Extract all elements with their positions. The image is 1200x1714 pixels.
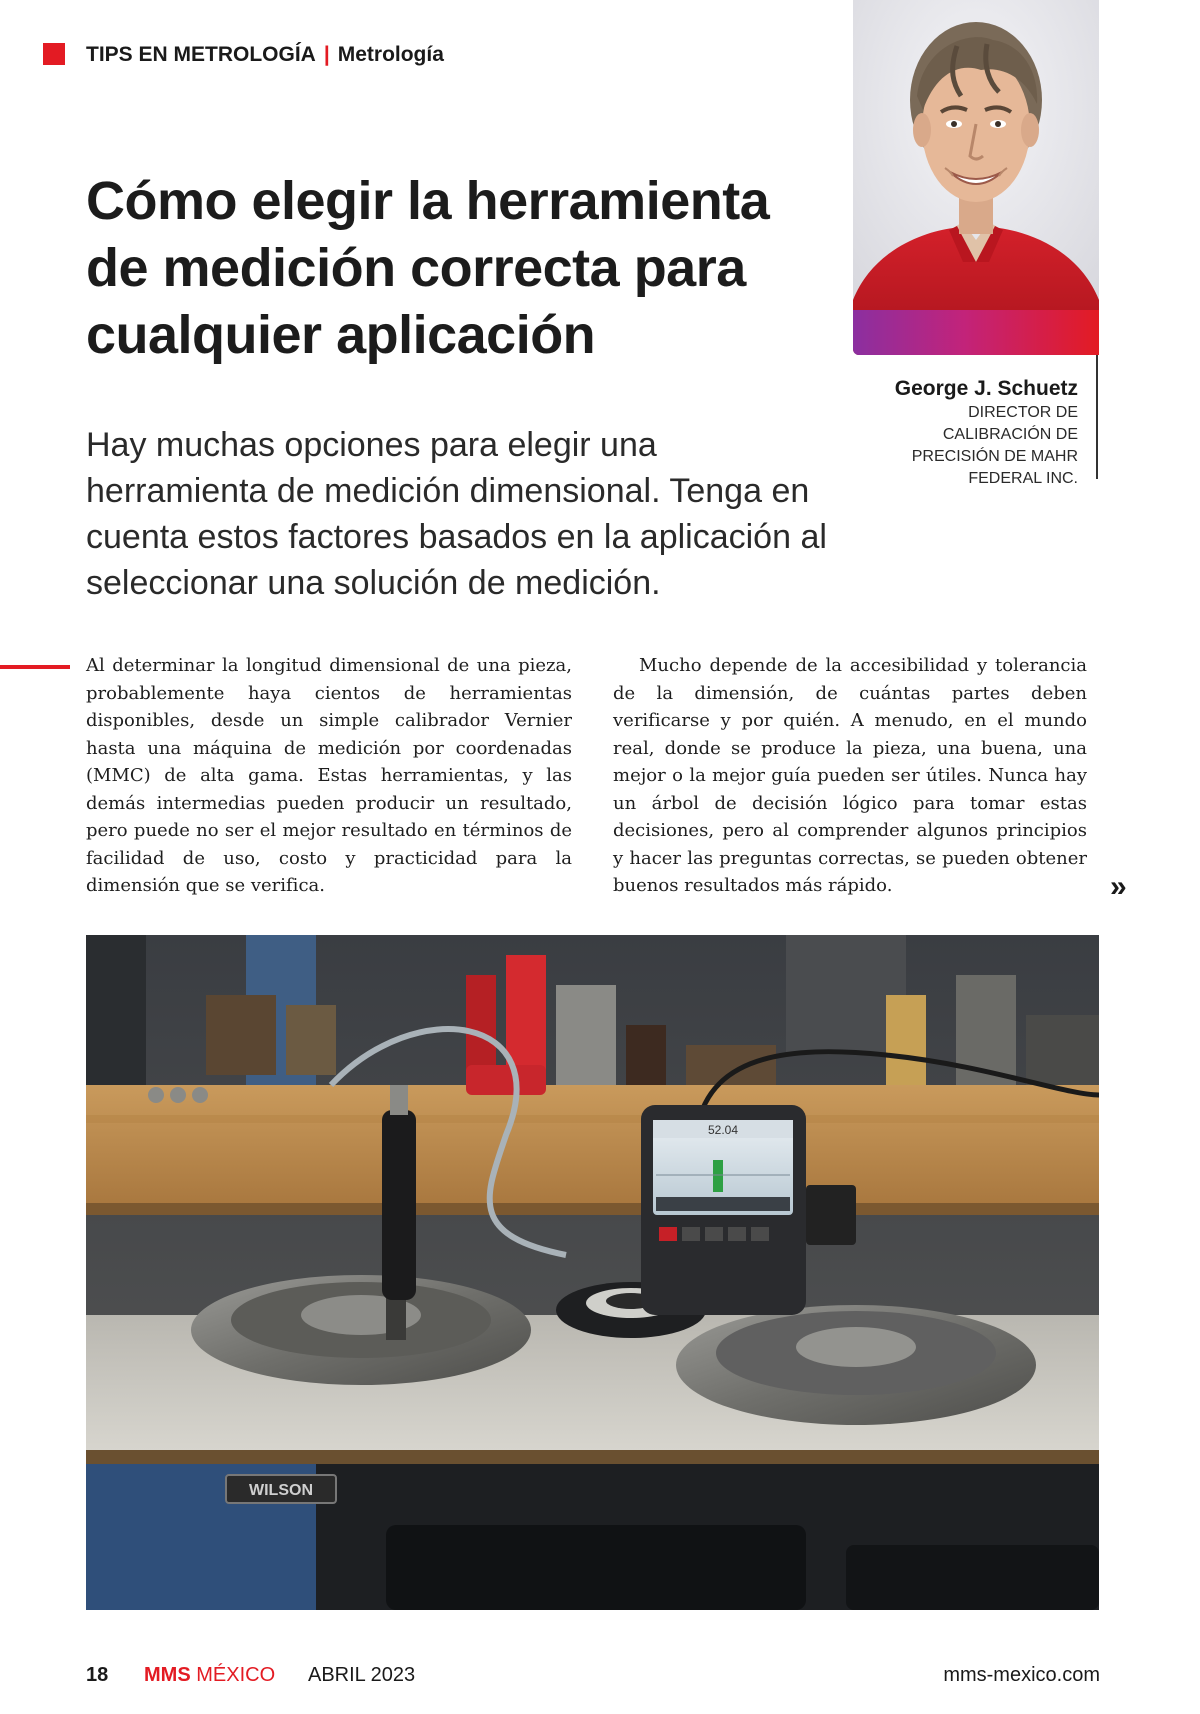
author-role-line: DIRECTOR DE (968, 404, 1078, 421)
column-accent-rule (0, 665, 70, 669)
metrology-bench-photo (86, 935, 1099, 1610)
section-header (86, 41, 444, 69)
bench-plate-label: WILSON (249, 1482, 313, 1499)
magazine-name-rest: MÉXICO (190, 1664, 276, 1686)
page-number: 18 (86, 1664, 109, 1686)
body-column-left (86, 652, 572, 900)
author-role-line: CALIBRACIÓN DE (942, 426, 1078, 443)
page-footer (86, 1660, 1100, 1690)
category-label: Metrología (337, 43, 444, 66)
author-role-line: PRECISIÓN DE MAHR (911, 448, 1078, 465)
body-column-right (613, 652, 1087, 900)
author-portrait-illustration (853, 0, 1099, 355)
body-paragraph: Mucho depende de la accesibilidad y tolerancia de la dimensión, de cuántas partes deben verificarse y por quién. A menudo, en el mundo real, donde se produce la pieza, una buena, una mejor o la mejor guía pueden ser útiles. Nunca hay un árbol de decisión lógico para tomar estas decisiones, pero al comprender algunos principios y hacer las preguntas correctas, se pueden obtener buenos resultados más rápido. (613, 655, 1087, 896)
author-divider (1096, 355, 1098, 479)
section-marker (43, 43, 65, 65)
double-chevron-right-icon[interactable]: » (1110, 870, 1127, 903)
body-paragraph: Al determinar la longitud dimensional de una pieza, probablemente haya cientos de herramientas disponibles, desde un simple calibrador Vernier hasta una máquina de medición por coordenadas (MMC) de alta gama. Estas herramientas, y las demás intermedias pueden producir un resultado, pero puede no ser el mejor resultado en términos de facilidad de uso, costo y practicidad para la dimensión que se verifica. (86, 655, 572, 896)
issue-date: ABRIL 2023 (308, 1664, 416, 1686)
author-portrait (853, 0, 1099, 355)
website-link[interactable]: mms-mexico.com (943, 1664, 1100, 1686)
article-lead: Hay muchas opciones para elegir una herramienta de medición dimensional. Tenga en cuenta estos factores basados en la aplicación al seleccionar una solución de medición. (86, 426, 827, 602)
author-name: George J. Schuetz (894, 377, 1078, 400)
author-role (870, 402, 1078, 490)
magazine-name (144, 1660, 275, 1690)
article-title: Cómo elegir la herramienta de medición correcta para cualquier aplicación (86, 171, 770, 365)
author-role-line: FEDERAL INC. (968, 470, 1078, 487)
section-label: TIPS EN METROLOGÍA (86, 43, 316, 66)
portrait-gradient-bar (853, 310, 1099, 355)
magazine-name-bold: MMS (144, 1664, 191, 1686)
gauge-display-reading: 52.04 (707, 1123, 739, 1137)
article-photo (86, 935, 1099, 1610)
section-separator: | (323, 43, 330, 66)
